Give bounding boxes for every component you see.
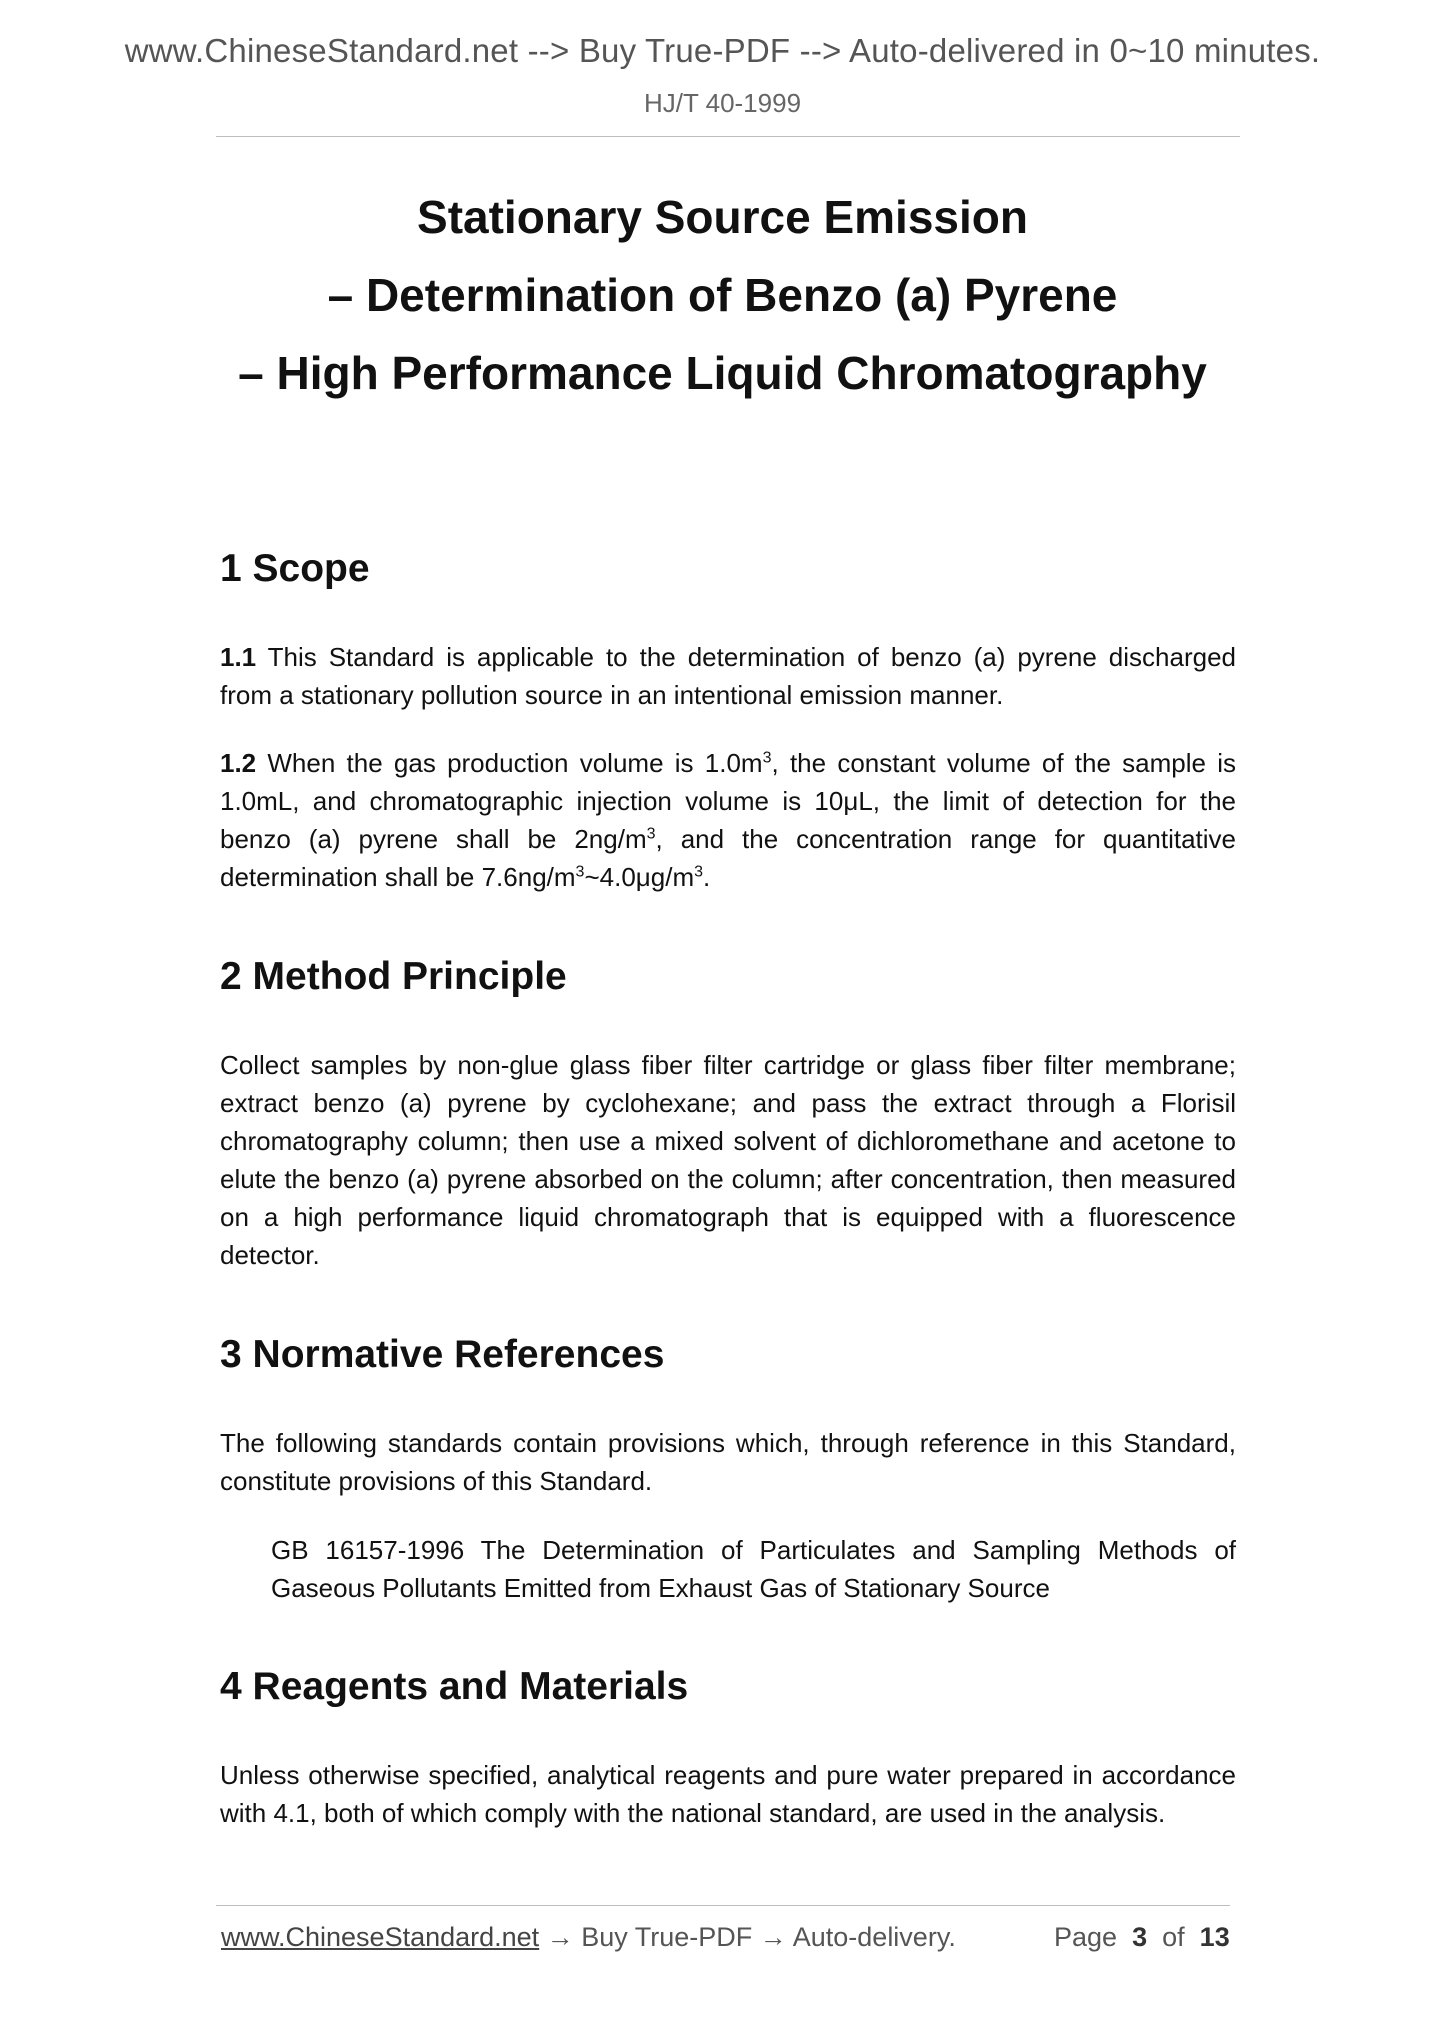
page-total: 13 [1199, 1922, 1230, 1952]
paragraph-1-1 [220, 638, 1236, 714]
paragraph-1-2 [220, 744, 1236, 896]
title-line-2: – Determination of Benzo (a) Pyrene [327, 269, 1118, 321]
superscript: 3 [646, 825, 656, 843]
header-divider [216, 136, 1240, 137]
clause-number: 1.1 [220, 642, 257, 672]
paragraph-reagents: Unless otherwise specified, analytical reagents and pure water prepared in accordance with 4.1, both of which comply with the national standard, are used in the analysis. [220, 1760, 1236, 1828]
section-heading-scope: 1 Scope [220, 547, 370, 590]
clause-text: ~4.0μg/m [584, 862, 695, 892]
page-current: 3 [1132, 1922, 1148, 1952]
paragraph-method-principle: Collect samples by non-glue glass fiber filter cartridge or glass fiber filter membrane; extract benzo (a) pyrene by cyclohexane; and pass the extract through a Florisil chromatography column; then use a mixed solvent of dichloromethane and acetone to elute the benzo (a) pyrene absorbed on the column; after concentration, then measured on a high performance liquid chromatograph that is equipped with a fluorescence detector. [220, 1050, 1236, 1270]
page-indicator [1054, 1922, 1230, 1953]
superscript: 3 [762, 749, 772, 767]
footer-divider [216, 1905, 1230, 1906]
superscript: 3 [694, 863, 704, 881]
superscript: 3 [575, 863, 585, 881]
document-number: HJ/T 40-1999 [643, 88, 802, 118]
top-banner: www.ChineseStandard.net --> Buy True-PDF --> Auto-delivered in 0~10 minutes. [124, 32, 1321, 69]
clause-text: This Standard is applicable to the determination of benzo (a) pyrene discharged from a stationary pollution source in an intentional emission manner. [220, 642, 1236, 710]
clause-text: When the gas production volume is 1.0m [267, 748, 763, 778]
reference-gb-16157: GB 16157-1996 The Determination of Particulates and Sampling Methods of Gaseous Pollutants Emitted from Exhaust Gas of Stationary Source [271, 1535, 1236, 1603]
clause-number: 1.2 [220, 748, 257, 778]
clause-text: , and the concentration range for quantitative determination shall be 7.6ng/m [220, 824, 1236, 892]
footer-delivery-text: → Buy True-PDF → Auto-delivery. [539, 1922, 956, 1952]
title-line-1: Stationary Source Emission [417, 191, 1028, 243]
section-heading-reagents: 4 Reagents and Materials [220, 1665, 689, 1708]
section-heading-method-principle: 2 Method Principle [220, 955, 567, 998]
title-line-3: – High Performance Liquid Chromatography [238, 347, 1207, 399]
page-label: Page [1054, 1922, 1118, 1952]
page-of: of [1162, 1922, 1185, 1952]
footer-text [221, 1922, 956, 1953]
clause-text: . [703, 862, 711, 892]
paragraph-normative-references: The following standards contain provisions which, through reference in this Standard, constitute provisions of this Standard. [220, 1428, 1236, 1496]
clause-text: , the constant volume of the sample is 1.0mL, and chromatographic injection volume is 10μL, the limit of detection for the benzo (a) pyrene shall be 2ng/m [220, 748, 1236, 854]
section-heading-normative-references: 3 Normative References [220, 1333, 665, 1376]
footer-link[interactable]: www.ChineseStandard.net [221, 1922, 540, 1952]
